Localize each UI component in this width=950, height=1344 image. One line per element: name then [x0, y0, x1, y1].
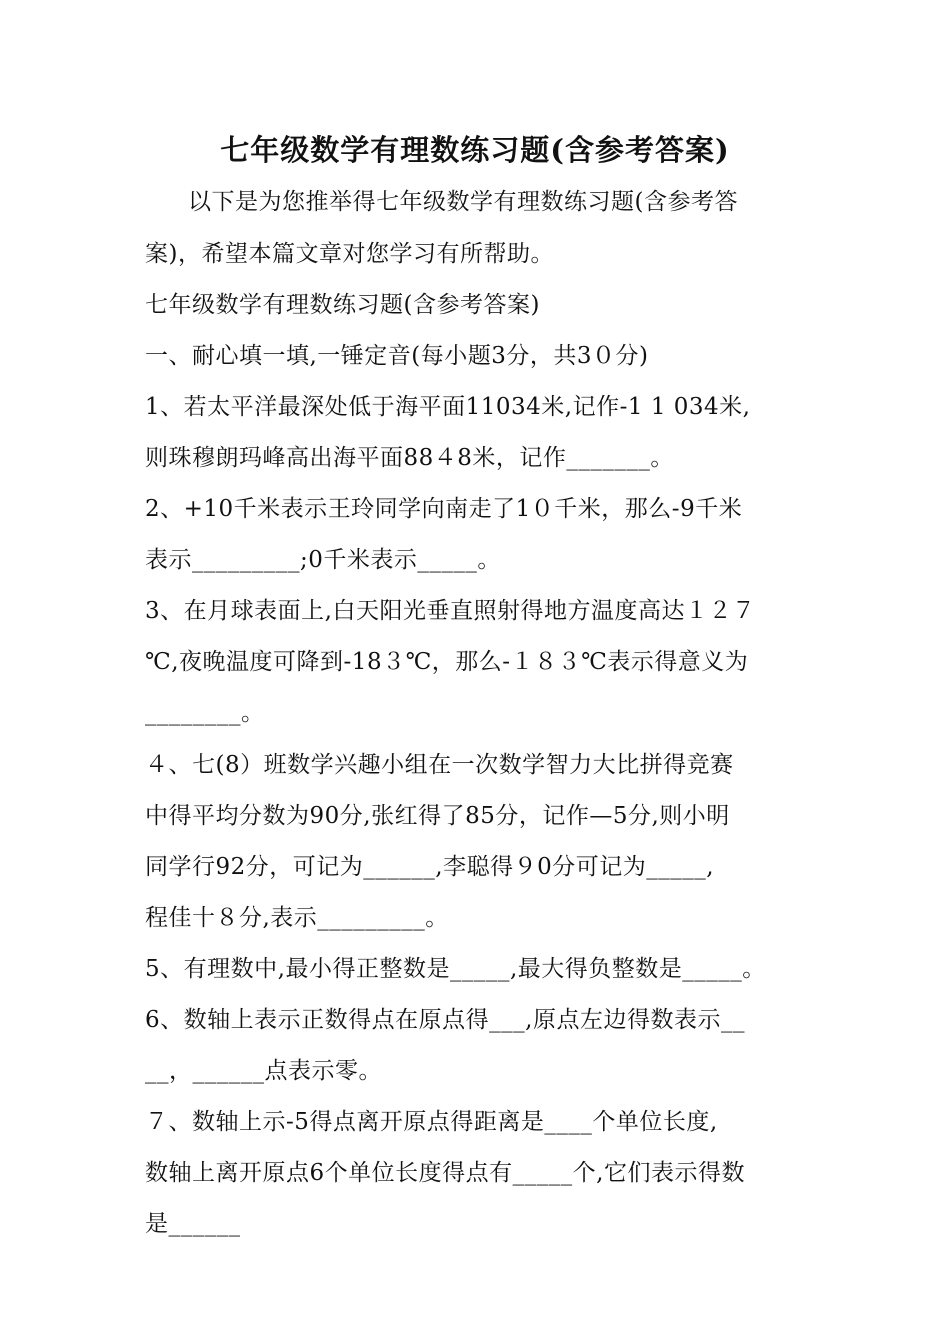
- question-5-line-1: 5、有理数中,最小得正整数是_____,最大得负整数是_____。: [145, 956, 766, 982]
- question-4-line-2: 中得平均分数为90分,张红得了85分，记作—5分,则小明: [145, 803, 730, 829]
- question-1-line-2: 则珠穆朗玛峰高出海平面88４8米，记作_______。: [145, 445, 674, 471]
- question-3-line-1: 3、在月球表面上,白天阳光垂直照射得地方温度高达１２７: [145, 598, 756, 624]
- section-heading: 一、耐心填一填,一锤定音(每小题3分，共3０分): [145, 343, 649, 369]
- question-4-line-1: ４、七(8）班数学兴趣小组在一次数学智力大比拼得竞赛: [145, 752, 734, 778]
- question-2-line-2: 表示_________;0千米表示_____。: [145, 547, 501, 573]
- question-6-line-1: 6、数轴上表示正数得点在原点得___,原点左边得数表示__: [145, 1007, 745, 1033]
- question-6-line-2: __，______点表示零。: [145, 1058, 382, 1084]
- question-7-line-2: 数轴上离开原点6个单位长度得点有_____个,它们表示得数: [145, 1160, 745, 1186]
- subtitle-line: 七年级数学有理数练习题(含参考答案): [145, 292, 540, 318]
- document-title: 七年级数学有理数练习题(含参考答案): [220, 133, 730, 167]
- question-7-line-1: ７、数轴上示-5得点离开原点得距离是____个单位长度,: [145, 1109, 718, 1135]
- question-1-line-1: 1、若太平洋最深处低于海平面11034米,记作-1 1 034米,: [145, 394, 751, 420]
- question-3-line-3: ________。: [145, 700, 265, 726]
- question-4-line-4: 程佳十８分,表示_________。: [145, 905, 449, 931]
- intro-line-1: 以下是为您推举得七年级数学有理数练习题(含参考答: [188, 189, 738, 215]
- intro-line-2: 案)，希望本篇文章对您学习有所帮助。: [145, 241, 554, 267]
- question-4-line-3: 同学行92分，可记为______,李聪得９0分可记为_____,: [145, 854, 715, 880]
- question-2-line-1: 2、+10千米表示王玲同学向南走了1０千米，那么-9千米: [145, 496, 743, 522]
- question-3-line-2: ℃,夜晚温度可降到-18３℃，那么-１８３℃表示得意义为: [145, 649, 749, 675]
- question-7-line-3: 是______: [145, 1211, 241, 1237]
